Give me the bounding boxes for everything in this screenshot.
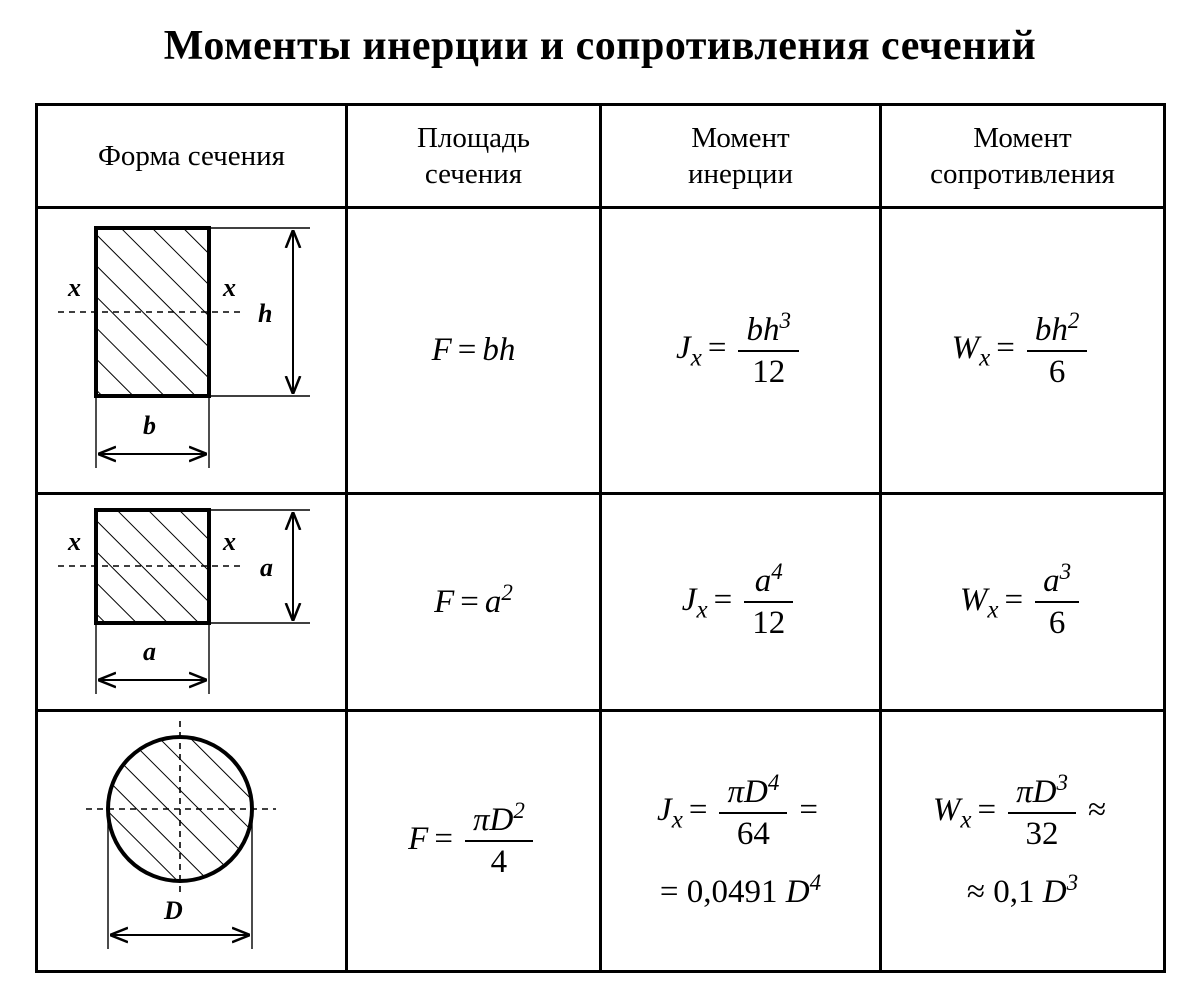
axis-label-right: x [222, 272, 236, 302]
resistance-symbol: W [932, 792, 961, 829]
resistance-denominator: 32 [1025, 815, 1059, 852]
inertia-formula: $J_x$ = $\frac{bh^3}{12}$ [676, 330, 805, 366]
header-area-line2: сечения [424, 158, 523, 190]
inertia-approximation [602, 869, 879, 911]
area-cell [347, 711, 601, 972]
inertia-subscript: x [690, 344, 702, 372]
header-resistance [881, 105, 1165, 208]
inertia-exponent: 4 [771, 559, 783, 584]
resistance-symbol: W [951, 330, 980, 367]
area-exponent: 2 [513, 798, 525, 823]
axis-label-left: x [67, 272, 81, 302]
inertia-numerator: bh [746, 311, 780, 348]
area-cell [347, 208, 601, 494]
inertia-denominator: 12 [752, 353, 786, 390]
inertia-symbol: J [681, 581, 697, 618]
resistance-fraction [1035, 561, 1079, 643]
inertia-approx-variable: D [785, 873, 810, 910]
rectangle-diagram [40, 210, 344, 487]
resistance-exponent: 3 [1056, 769, 1068, 795]
inertia-cell [601, 711, 881, 972]
inertia-subscript: x [696, 596, 708, 624]
inertia-tail: = [799, 792, 818, 829]
area-symbol: F [431, 332, 452, 368]
area-formula: F = $\frac{\pi D^2}{4}$ [408, 821, 539, 857]
resistance-cell [881, 208, 1165, 494]
table-row [37, 494, 1165, 711]
inertia-exponent: 4 [767, 769, 780, 795]
area-symbol: F [434, 583, 455, 620]
inertia-exponent: 3 [779, 307, 791, 333]
resistance-exponent: 3 [1059, 559, 1072, 584]
inertia-fraction [744, 561, 793, 643]
width-label: a [142, 636, 156, 666]
inertia-symbol: J [657, 792, 672, 829]
inertia-cell [601, 208, 881, 494]
shape-cell-circle [37, 711, 347, 972]
inertia-fraction [738, 307, 799, 392]
resistance-formula: $W_x$ = $\frac{a^3}{6}$ [960, 582, 1085, 618]
header-inertia-line1: Момент [691, 122, 790, 154]
resistance-formula: $W_x$ = $\frac{\pi D^3}{32}$ ≈ ≈ 0,1 $D^3$ [882, 792, 1163, 910]
inertia-subscript: x [671, 806, 683, 834]
header-inertia-line2: инерции [688, 158, 793, 190]
shape-cell-rectangle [37, 208, 347, 494]
table-row [37, 208, 1165, 494]
inertia-denominator: 64 [736, 815, 770, 852]
area-base: a [484, 583, 502, 620]
resistance-fraction [1008, 769, 1076, 854]
resistance-numerator: bh [1034, 311, 1068, 348]
axis-label-right: x [222, 526, 236, 556]
resistance-cell [881, 711, 1165, 972]
circle-diagram [40, 713, 344, 965]
inertia-approx-coefficient: = 0,0491 [659, 873, 778, 910]
square-diagram [40, 496, 344, 704]
resistance-denominator: 6 [1048, 353, 1066, 390]
header-resist-line2: сопротивления [930, 158, 1115, 190]
height-label: h [257, 298, 272, 328]
inertia-fraction [719, 769, 787, 854]
resistance-subscript: x [979, 344, 991, 372]
area-symbol: F [408, 820, 429, 857]
inertia-formula: $J_x$ = $\frac{\pi D^4}{64}$ = = 0,0491 $D^4$ [602, 792, 879, 910]
inertia-numerator: a [754, 563, 772, 599]
header-resist-line1: Момент [973, 122, 1072, 154]
inertia-approx-exponent: 4 [809, 869, 822, 895]
section-properties-table [35, 103, 1166, 973]
area-exponent: 2 [501, 579, 513, 605]
shape-cell-square [37, 494, 347, 711]
table-row [37, 711, 1165, 972]
resistance-denominator: 6 [1048, 605, 1066, 641]
inertia-formula: $J_x$ = $\frac{a^4}{12}$ [682, 582, 799, 618]
area-denominator: 4 [490, 844, 508, 880]
inertia-cell [601, 494, 881, 711]
header-area-line1: Площадь [416, 122, 531, 154]
area-fraction [465, 800, 533, 882]
area-expression: bh [482, 332, 516, 368]
resistance-numerator: a [1043, 563, 1060, 599]
height-label: a [259, 552, 273, 582]
inertia-symbol: J [676, 330, 691, 367]
resistance-numerator: πD [1016, 773, 1057, 810]
header-inertia [601, 105, 881, 208]
resistance-approx-variable: D [1042, 873, 1067, 910]
inertia-denominator: 12 [752, 605, 786, 641]
width-label: b [142, 410, 156, 440]
resistance-formula: $W_x$ = $\frac{bh^2}{6}$ [952, 330, 1094, 366]
resistance-approx-coefficient: ≈ 0,1 [966, 873, 1035, 910]
resistance-fraction [1027, 307, 1088, 392]
header-row [37, 105, 1165, 208]
resistance-subscript: x [987, 596, 999, 624]
area-numerator: πD [472, 802, 514, 838]
area-formula: F = bh [431, 332, 516, 368]
resistance-symbol: W [959, 581, 988, 618]
resistance-subscript: x [960, 806, 972, 834]
resistance-exponent: 2 [1067, 307, 1080, 333]
resistance-tail: ≈ [1087, 792, 1107, 829]
header-area [347, 105, 601, 208]
area-cell [347, 494, 601, 711]
diameter-label: D [163, 895, 183, 925]
inertia-numerator: πD [727, 773, 768, 810]
header-shape-label: Форма сечения [98, 140, 285, 172]
header-shape [37, 105, 347, 208]
axis-label-left: x [67, 526, 81, 556]
resistance-approx-exponent: 3 [1066, 869, 1079, 895]
resistance-approximation [882, 869, 1163, 911]
page-title: Моменты инерции и сопротивления сечений [163, 23, 1037, 69]
resistance-cell [881, 494, 1165, 711]
area-formula: $F = a^2$ [434, 579, 513, 620]
